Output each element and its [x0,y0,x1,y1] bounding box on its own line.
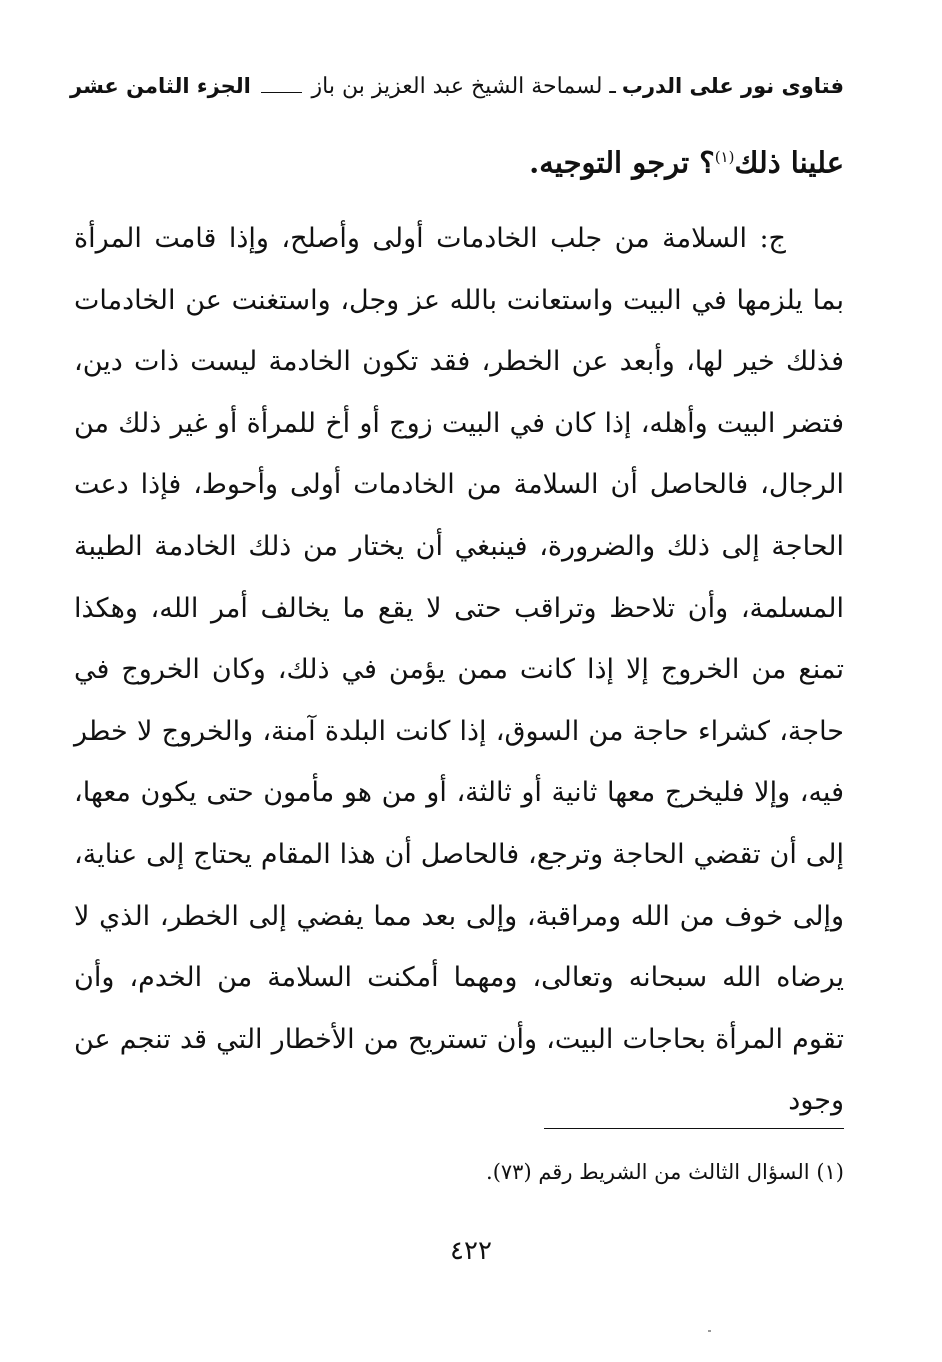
answer-body [74,208,844,1132]
footnote: (١) السؤال الثالث من الشريط رقم (٧٣). [486,1160,844,1184]
answer-paragraph: ج: السلامة من جلب الخادمات أولى وأصلح، وإذا قامت المرأة بما يلزمها في البيت واستعانت بالله عز وجل، واستغنت عن الخادمات فذلك خير لها، وأبعد عن الخطر، فقد تكون الخادمة ليست ذات دين، فتضر البيت وأهله، إذا كان في البيت زوج أو أخ للمرأة أو غير ذلك من الرجال، فالحاصل أن السلامة من الخادمات أولى وأحوط، فإذا دعت الحاجة إلى ذلك والضرورة، فينبغي أن يختار من ذلك الخادمة الطيبة المسلمة، وأن تلاحظ وتراقب حتى لا يقع ما يخالف أمر الله، وهكذا تمنع من الخروج إلا إذا كانت ممن يؤمن في ذلك، وكان الخروج في حاجة، كشراء حاجة من السوق، إذا كانت البلدة آمنة، والخروج لا خطر فيه، وإلا فليخرج معها ثانية أو ثالثة، أو من هو مأمون حتى يكون معها، إلى أن تقضي الحاجة وترجع، فالحاصل أن هذا المقام يحتاج إلى عناية، وإلى خوف من الله ومراقبة، وإلى بعد مما يفضي إلى الخطر، الذي لا يرضاه الله سبحانه وتعالى، ومهما أمكنت السلامة من الخدم، وأن تقوم المرأة بحاجات البيت، وأن تستريح من الأخطار التي قد تنجم عن وجود [74,223,844,1117]
question-text [144,132,844,188]
footnote-separator [544,1128,844,1129]
question-start: علينا ذلك [734,145,844,180]
page-number: ٤٢٢ [450,1236,492,1266]
part-title: الجزء الثامن عشر [70,74,251,98]
header-rule [261,92,302,93]
book-title: فتاوى نور على الدرب [621,74,844,98]
scan-speck [708,1330,711,1332]
running-header [70,66,844,106]
footnote-ref: (١) [714,148,735,166]
question-end: ؟ ترجو التوجيه. [529,145,715,180]
author-name: ـ لسماحة الشيخ عبد العزيز بن باز [311,73,616,99]
